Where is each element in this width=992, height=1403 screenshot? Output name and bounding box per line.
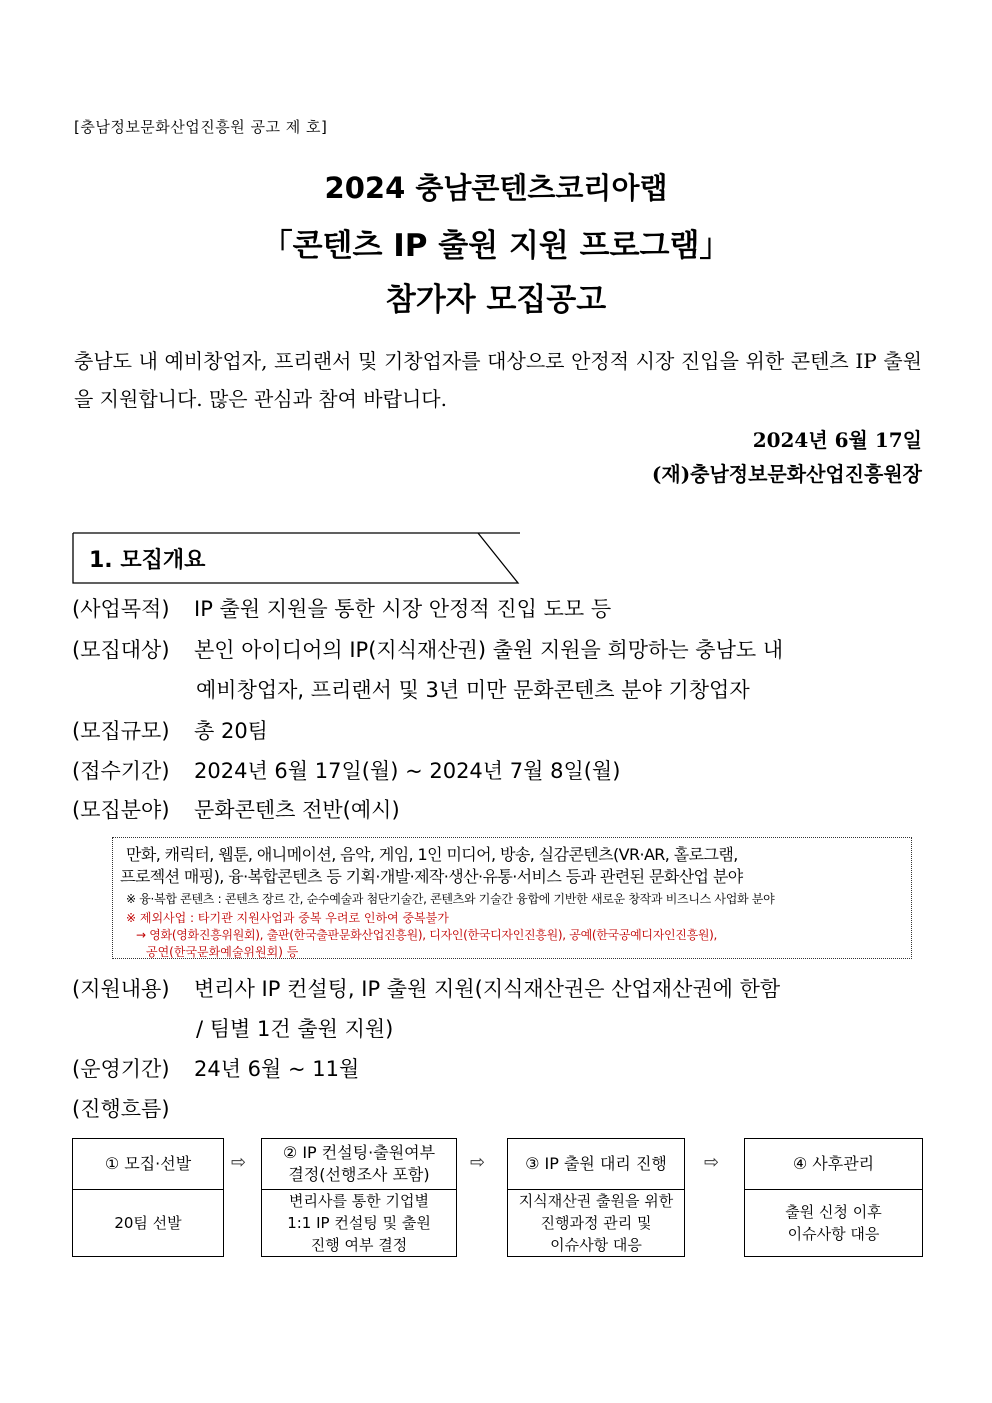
intro-paragraph: 충남도 내 예비창업자, 프리랜서 및 기창업자를 대상으로 안정적 시장 진입을 위한 콘텐츠 IP 출원을 지원합니다. 많은 관심과 참여 바랍니다. <box>74 349 922 411</box>
support-value-line-1: 변리사 IP 컨설팅, IP 출원 지원(지식재산권은 산업재산권에 한함 <box>194 977 781 1001</box>
announcement-date: 2024년 6월 17일 <box>752 428 922 452</box>
scale-row <box>72 715 268 745</box>
issuing-organization: (재)충남정보문화산업진흥원장 <box>651 462 922 486</box>
flow-step-2-head-line-2: 결정(선행조사 포함) <box>288 1165 430 1184</box>
support-row <box>72 973 780 1003</box>
scale-key: (모집규모) <box>72 719 170 743</box>
examples-note-convergence: ※ 융·복합 콘텐츠 : 콘텐츠 장르 간, 순수예술과 첨단기술간, 콘텐츠와 기술간 융합에 기반한 새로운 창작과 비즈니스 사업화 분야 <box>126 892 775 906</box>
period-key: (접수기간) <box>72 759 170 783</box>
period-value: 2024년 6월 17일(월) ~ 2024년 7월 8일(월) <box>194 759 621 783</box>
flow-step-1 <box>72 1138 224 1257</box>
flow-step-3 <box>507 1138 685 1257</box>
period-row <box>72 755 620 785</box>
scale-value: 총 20팀 <box>194 719 268 743</box>
section-1-header <box>72 532 520 584</box>
flow-step-4-body-line-2: 이슈사항 대응 <box>787 1225 880 1243</box>
flow-step-3-body-line-3: 이슈사항 대응 <box>550 1236 642 1254</box>
target-row <box>72 634 783 664</box>
flow-step-2-head-line-1: ② IP 컨설팅·출원여부 <box>282 1143 436 1162</box>
flow-step-3-body-line-2: 진행과정 관리 및 <box>540 1214 652 1232</box>
title-line-1: 2024 충남콘텐츠코리아랩 <box>324 171 668 205</box>
flow-step-1-body: 20팀 선발 <box>114 1214 182 1232</box>
operation-row <box>72 1053 359 1083</box>
purpose-key: (사업목적) <box>72 597 170 621</box>
flow-arrow-icon: ⇨ <box>704 1152 720 1173</box>
notice-number: [충남정보문화산업진흥원 공고 제 호] <box>74 118 328 136</box>
flow-step-2-body-line-3: 진행 여부 결정 <box>310 1236 408 1254</box>
flow-row <box>72 1093 194 1123</box>
target-value-line-1: 본인 아이디어의 IP(지식재산권) 출원 지원을 희망하는 충남도 내 <box>194 638 784 662</box>
examples-note-excluded-list-2: 공연(한국문화예술위원회) 등 <box>146 945 299 959</box>
field-key: (모집분야) <box>72 798 170 822</box>
flow-step-2 <box>261 1138 457 1257</box>
examples-line-2: 프로젝션 매핑), 융·복합콘텐츠 등 기획·개발·제작·생산·유통·서비스 등과 관련된 문화산업 분야 <box>120 867 743 886</box>
flow-step-4 <box>744 1138 923 1257</box>
operation-key: (운영기간) <box>72 1057 170 1081</box>
field-value: 문화콘텐츠 전반(예시) <box>194 798 400 822</box>
flow-arrow-icon: ⇨ <box>231 1152 247 1173</box>
flow-step-3-head: ③ IP 출원 대리 진행 <box>508 1139 684 1190</box>
flow-step-4-body <box>745 1190 922 1256</box>
flow-step-4-body-line-1: 출원 신청 이후 <box>785 1203 882 1221</box>
flow-step-2-head <box>262 1139 456 1190</box>
flow-step-3-body-line-1: 지식재산권 출원을 위한 <box>518 1192 674 1210</box>
examples-note-excluded: ※ 제외사업 : 타기관 지원사업과 중복 우려로 인하여 중복불가 <box>126 911 449 925</box>
target-key: (모집대상) <box>72 638 170 662</box>
flow-step-2-body-line-1: 변리사를 통한 기업별 <box>289 1192 429 1210</box>
operation-value: 24년 6월 ~ 11월 <box>194 1057 360 1081</box>
title-line-3: 참가자 모집공고 <box>385 282 607 318</box>
purpose-value: IP 출원 지원을 통한 시장 안정적 진입 도모 등 <box>194 597 612 621</box>
target-value-line-2: 예비창업자, 프리랜서 및 3년 미만 문화콘텐츠 분야 기창업자 <box>196 678 750 702</box>
flow-step-3-body <box>508 1190 684 1256</box>
examples-note-excluded-list-1: → 영화(영화진흥위원회), 출판(한국출판문화산업진흥원), 디자인(한국디자인진흥원), 공예(한국공예디자인진흥원), <box>136 928 718 942</box>
flow-step-2-body-line-2: 1:1 IP 컨설팅 및 출원 <box>287 1214 431 1232</box>
section-1-title: 1. 모집개요 <box>89 548 206 573</box>
support-key: (지원내용) <box>72 977 170 1001</box>
flow-key: (진행흐름) <box>72 1097 170 1121</box>
examples-line-1: 만화, 캐릭터, 웹툰, 애니메이션, 음악, 게임, 1인 미디어, 방송, 실감콘텐츠(VR·AR, 홀로그램, <box>126 845 738 864</box>
field-row <box>72 794 400 824</box>
flow-step-1-head: ① 모집·선발 <box>73 1139 223 1190</box>
purpose-row <box>72 593 611 623</box>
flow-step-2-body <box>262 1190 456 1256</box>
title-line-2: 「콘텐츠 IP 출원 지원 프로그램」 <box>261 228 731 264</box>
support-value-line-2: / 팀별 1건 출원 지원) <box>196 1017 394 1041</box>
flow-arrow-icon: ⇨ <box>470 1152 486 1173</box>
flow-step-4-head: ④ 사후관리 <box>745 1139 922 1190</box>
